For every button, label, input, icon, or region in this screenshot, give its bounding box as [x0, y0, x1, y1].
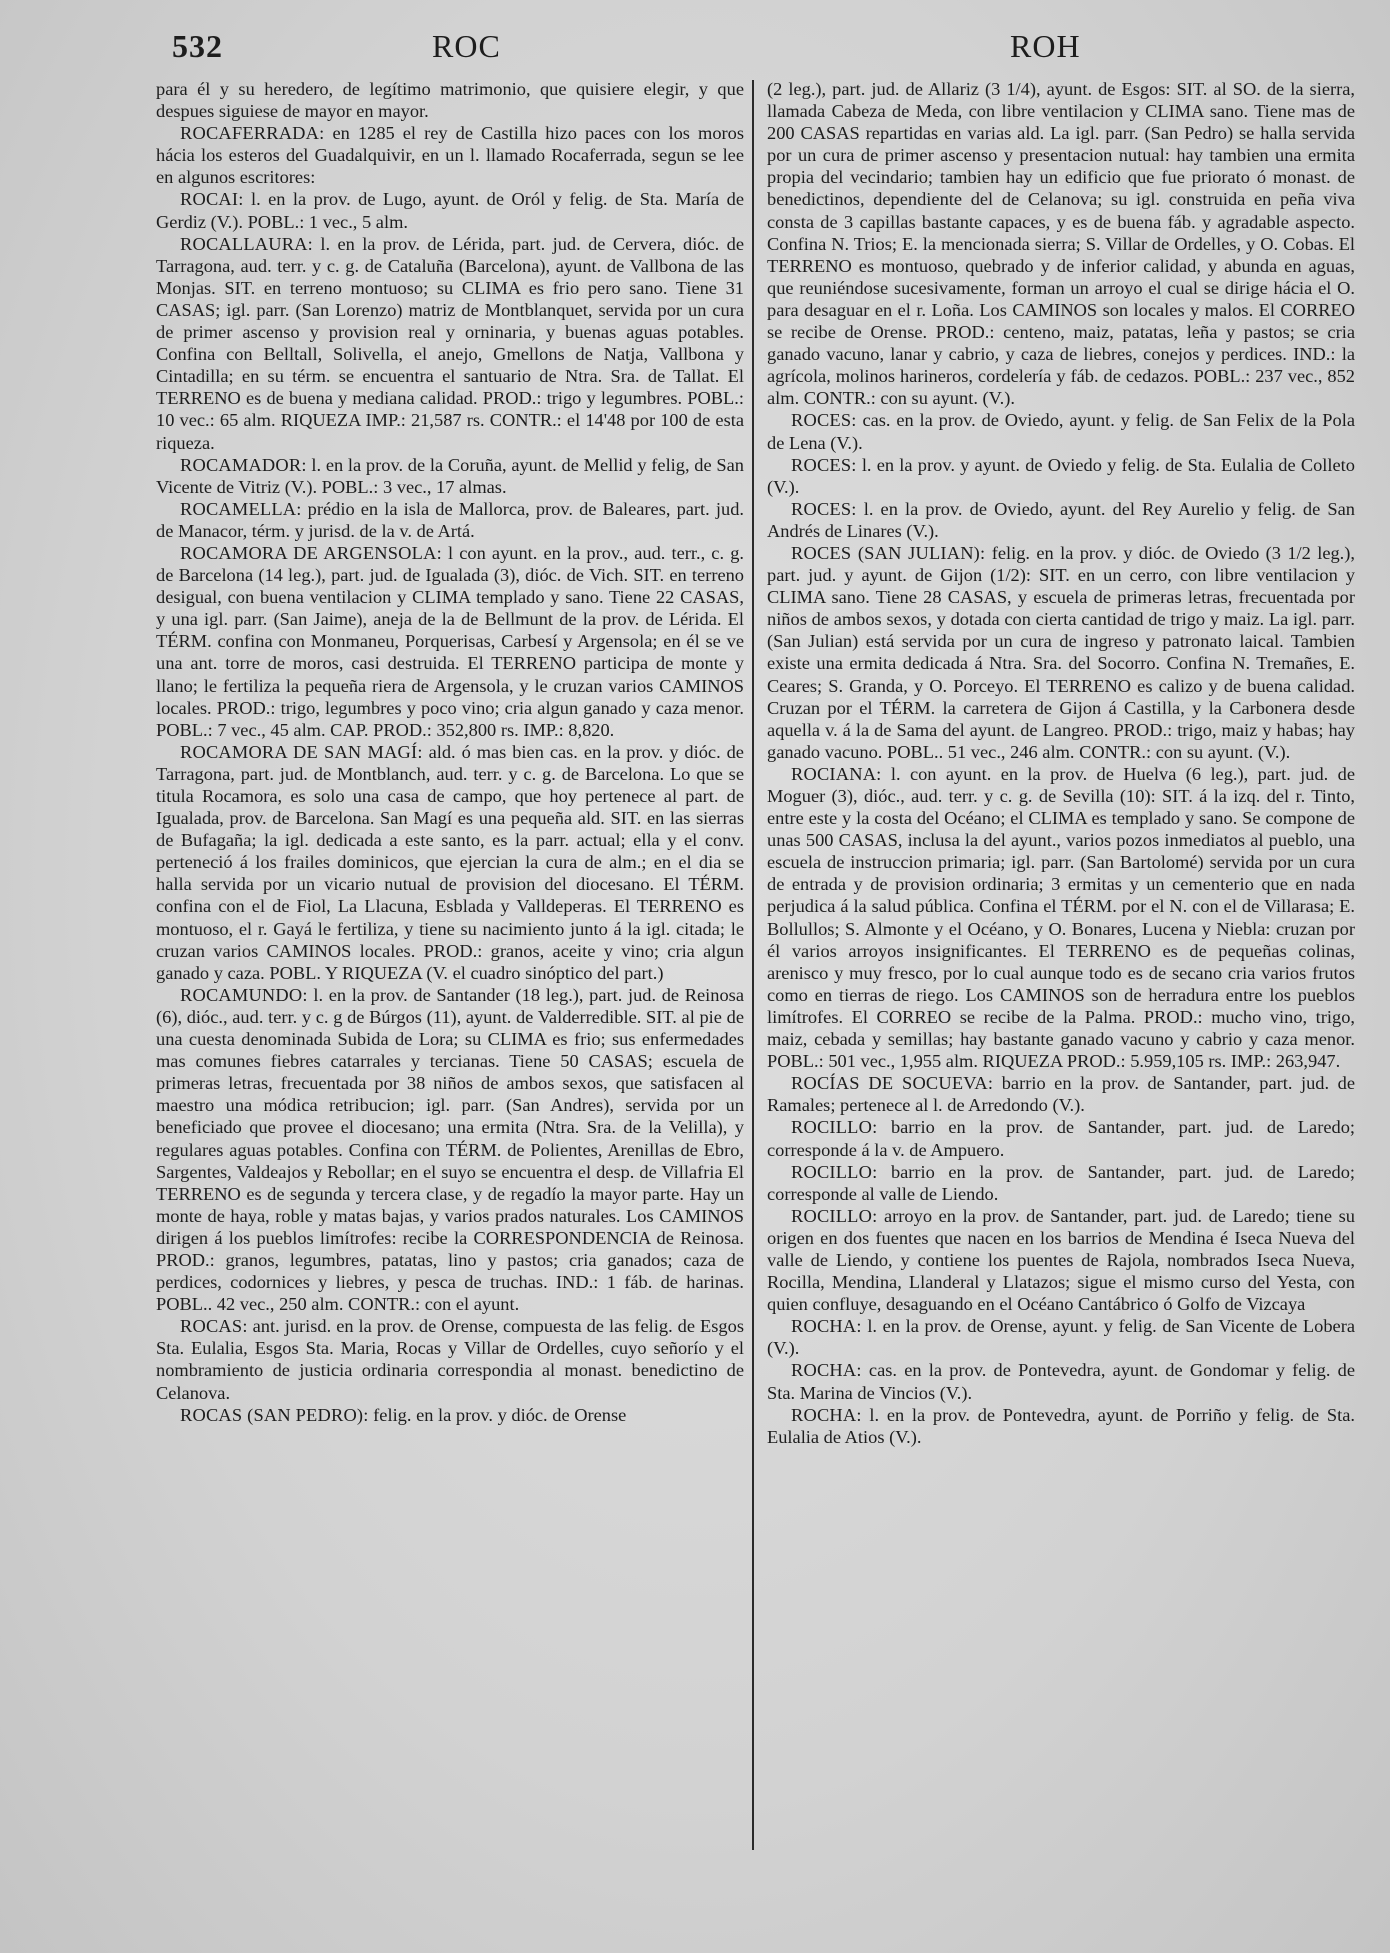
right-column	[767, 78, 1355, 1448]
entry-text: ald. ó mas bien cas. en la prov. y dióc. de Tarragona, part. jud. de Montblanch, aud. terr. y c. g. de Barcelona. Lo que se titula Rocamora, es solo una casa de campo, que hoy pertenece al part. de Igualada, prov. de Barcelona. San Magí es una pequeña ald. SIT. en las sierras de Bufagaña; la igl. dedicada a este santo, es la parr. actual; ella y el conv. perteneció á los frailes dominicos, que ejercian la cura de alm.; en el dia se halla servida por un vicario nutual de provision del diocesano. El TÉRM. confina con el de Fiol, La Llacuna, Esblada y Valldeperas. El TERRENO es montuoso, el r. Gayá le fertiliza, y tiene su nacimiento junto á la igl. citada; le cruzan varios CAMINOS locales. PROD.: granos, aceite y vino; cria algun ganado y caza. POBL. Y RIQUEZA (V. el cuadro sinóptico del part.)	[156, 741, 744, 983]
dictionary-entry	[767, 78, 1355, 409]
entry-headword: ROCIANA:	[791, 763, 882, 784]
entry-text: l. en la prov. y ayunt. de Oviedo y felig. de Sta. Eulalia de Colleto (V.).	[767, 454, 1355, 497]
entry-text: l. en la prov. de Lérida, part. jud. de Cervera, dióc. de Tarragona, aud. terr. y c. g. de Cataluña (Barcelona), ayunt. de Vallbona de las Monjas. SIT. en terreno montuoso; su CLIMA es frio pero sano. Tiene 31 CASAS; igl. parr. (San Lorenzo) matriz de Montblanquet, servida por un cura de primer ascenso y provision real y orninaria, y buenas aguas potables. Confina con Belltall, Solivella, el anejo, Gmellons de Natja, Vallbona y Cintadilla; en su térm. se encuentra el santuario de Ntra. Sra. de Tallat. El TERRENO es de buena y mediana calidad. PROD.: trigo y legumbres. POBL.: 10 vec.: 65 alm. RIQUEZA IMP.: 21,587 rs. CONTR.: el 14'48 por 100 de esta riqueza.	[156, 233, 744, 453]
entry-headword: ROCAFERRADA:	[180, 123, 325, 144]
entry-headword: ROCAMADOR:	[180, 454, 307, 475]
dictionary-entry	[156, 122, 744, 188]
entry-headword: ROCHA:	[791, 1360, 862, 1381]
entry-text: prédio en la isla de Mallorca, prov. de Baleares, part. jud. de Manacor, térm. y jurisd. de la v. de Artá.	[156, 498, 744, 541]
entry-headword: ROCAMORA DE ARGENSOLA:	[180, 542, 442, 563]
dictionary-entry	[767, 1205, 1355, 1315]
entry-headword: ROCAMELLA:	[180, 498, 302, 519]
entry-text: l. con ayunt. en la prov. de Huelva (6 leg.), part. jud. de Moguer (3), dióc., aud. terr. y c. g. de Sevilla (10): SIT. á la izq. del r. Tinto, entre este y la costa del Océano; el CLIMA es templado y sano. Se compone de unas 500 CASAS, inclusa la del ayunt., varios pozos inmediatos al pueblo, una escuela de instruccion primaria; igl. parr. (San Bartolomé) servida por un cura de entrada y de provision ordinaria; 3 ermitas y un cementerio que en nada perjudica á la salud pública. Confina el TÉRM. por el N. con el de Villarasa; E. Bollullos; S. Almonte y el Océano, y O. Bonares, Lucena y Niebla: cruzan por él varios arroyos insignificantes. El TERRENO es de pequeñas colinas, arenisco y muy fresco, por lo cual aunque todo es de secano cria varios frutos como en tierras de riego. Los CAMINOS son de herradura entre los pueblos limítrofes. El CORREO se recibe de la Palma. PROD.: mucho vino, trigo, maiz, cebada y semillas; hay bastante ganado vacuno y cabrio y caza menor. POBL.: 501 vec., 1,955 alm. RIQUEZA PROD.: 5.959,105 rs. IMP.: 263,947.	[767, 763, 1355, 1072]
dictionary-entry	[767, 409, 1355, 453]
dictionary-entry	[767, 1404, 1355, 1448]
dictionary-entry	[156, 498, 744, 542]
entry-text: arroyo en la prov. de Santander, part. jud. de Laredo; tiene su origen en dos fuentes que nacen en los barrios de Mendina é Iseca Nueva del valle de Liendo, y contiene los puentes de Rajola, nombrados Iseca Nueva, Rocilla, Mendina, Llanderal y Llatazos; sigue el mismo curso del Yesta, con quien confluye, desaguando en el Océano Cantábrico ó Golfo de Vizcaya	[767, 1205, 1355, 1315]
dictionary-entry	[156, 188, 744, 232]
entry-text: en 1285 el rey de Castilla hizo paces con los moros hácia los esteros del Guadalquivir, en un l. llamado Rocaferrada, segun se lee en algunos escritores:	[156, 123, 744, 188]
entry-headword: ROCHA:	[791, 1404, 862, 1425]
entry-text: felig. en la prov. y dióc. de Orense	[373, 1404, 627, 1425]
entry-headword: ROCAS (SAN PEDRO):	[180, 1404, 369, 1425]
page-number: 532	[172, 28, 223, 64]
page-header	[0, 28, 1390, 78]
entry-headword: ROCÍAS DE SOCUEVA:	[791, 1073, 994, 1094]
column-divider	[752, 80, 754, 1850]
entry-text: l. en la prov. de Pontevedra, ayunt. de Porriño y felig. de Sta. Eulalia de Atios (V.).	[767, 1404, 1355, 1447]
dictionary-entry	[767, 763, 1355, 1072]
dictionary-entry	[767, 1116, 1355, 1160]
right-running-head: ROH	[1010, 28, 1081, 64]
entry-headword: ROCILLO:	[791, 1117, 878, 1138]
entry-headword: ROCES:	[791, 454, 857, 475]
entry-text: felig. en la prov. y dióc. de Oviedo (3 1/2 leg.), part. jud. y ayunt. de Gijon (1/2): SIT. en un cerro, con libre ventilacion y CLIMA sano. Tiene 28 CASAS, y escuela de primeras letras, frecuentada por niños de ambos sexos, y dotada con cierta cantidad de trigo y maiz. La igl. parr. (San Julian) está servida por un cura de ingreso y patronato laical. Tambien existe una ermita dedicada á Ntra. Sra. del Socorro. Confina N. Tremañes, E. Ceares; S. Granda, y O. Porceyo. El TERRENO es calizo y de buena calidad. Cruzan por el TÉRM. la carretera de Gijon á Castilla, y la Carbonera desde aquella v. á la de Sama del ayunt. de Langreo. PROD.: trigo, maiz y habas; hay ganado vacuno. POBL.. 51 vec., 246 alm. CONTR.: con su ayunt. (V.).	[767, 542, 1355, 762]
left-column	[156, 78, 744, 1426]
dictionary-entry	[156, 454, 744, 498]
entry-text: l. en la prov. de Oviedo, ayunt. del Rey Aurelio y felig. de San Andrés de Linares (V.).	[767, 498, 1355, 541]
entry-headword: ROCES (SAN JULIAN):	[791, 542, 986, 563]
dictionary-entry	[767, 1072, 1355, 1116]
entry-headword: ROCAMUNDO:	[180, 984, 308, 1005]
left-running-head: ROC	[432, 28, 501, 64]
entry-headword: ROCAI:	[180, 189, 244, 210]
entry-text: ant. jurisd. en la prov. de Orense, compuesta de las felig. de Esgos Sta. Eulalia, Esgos Sta. Maria, Rocas y Villar de Ordelles, cuyo señorío y el nombramiento de justicia ordinaria correspondia al monast. benedictino de Celanova.	[156, 1316, 744, 1403]
dictionary-entry	[156, 741, 744, 984]
entry-headword: ROCILLO:	[791, 1205, 878, 1226]
entry-text: l. en la prov. de Santander (18 leg.), part. jud. de Reinosa (6), dióc., aud. terr. y c. g de Búrgos (11), ayunt. de Valderredible. SIT. al pie de una cuesta denominada Subida de Lora; su CLIMA es frio; sus enfermedades mas comunes fiebres catarrales y tercianas. Tiene 50 CASAS; escuela de primeras letras, frecuentada por 38 niños de ambos sexos, que satisfacen al maestro una módica retribucion; igl. parr. (San Andres), servida por un beneficiado que provee el diocesano; una ermita (Ntra. Sra. de la Velilla), y regulares aguas potables. Confina con TÉRM. de Polientes, Arenillas de Ebro, Sargentes, Valdeajos y Rebollar; en el suyo se encuentra el desp. de Villafria El TERRENO es de segunda y tercera clase, y de regadío la mayor parte. Hay un monte de haya, roble y matas bajas, y varios prados naturales. Los CAMINOS dirigen á los pueblos limítrofes: recibe la CORRESPONDENCIA de Reinosa. PROD.: granos, legumbres, patatas, lino y pastos; cria ganados; caza de perdices, codornices y liebres, y pesca de truchas. IND.: 1 fáb. de harinas. POBL.. 42 vec., 250 alm. CONTR.: con el ayunt.	[156, 984, 744, 1315]
entry-text: cas. en la prov. de Oviedo, ayunt. y felig. de San Felix de la Pola de Lena (V.).	[767, 410, 1355, 453]
dictionary-entry	[767, 542, 1355, 763]
entry-headword: ROCILLO:	[791, 1161, 878, 1182]
dictionary-entry	[156, 1315, 744, 1403]
entry-headword: ROCAMORA DE SAN MAGÍ:	[180, 741, 423, 762]
entry-headword: ROCES:	[791, 498, 857, 519]
entry-text: barrio en la prov. de Santander, part. jud. de Laredo; corresponde al valle de Liendo.	[767, 1161, 1355, 1204]
dictionary-entry	[767, 1315, 1355, 1359]
dictionary-entry	[767, 1161, 1355, 1205]
dictionary-entry	[767, 1359, 1355, 1403]
dictionary-entry	[767, 454, 1355, 498]
entry-headword: ROCHA:	[791, 1316, 862, 1337]
entry-text: barrio en la prov. de Santander, part. jud. de Laredo; corresponde á la v. de Ampuero.	[767, 1117, 1355, 1160]
dictionary-entry	[156, 1404, 744, 1426]
dictionary-entry	[156, 78, 744, 122]
dictionary-entry	[156, 984, 744, 1315]
dictionary-entry	[156, 233, 744, 454]
entry-text: cas. en la prov. de Pontevedra, ayunt. de Gondomar y felig. de Sta. Marina de Vincios (V.).	[767, 1360, 1355, 1403]
entry-headword: ROCAS:	[180, 1316, 248, 1337]
entry-text: l. en la prov. de Orense, ayunt. y felig. de San Vicente de Lobera (V.).	[767, 1316, 1355, 1359]
entry-text: l. en la prov. de la Coruña, ayunt. de Mellid y felig, de San Vicente de Vitriz (V.). POBL.: 3 vec., 17 almas.	[156, 454, 744, 497]
entry-text: para él y su heredero, de legítimo matrimonio, que quisiere elegir, y que despues siguiese de mayor en mayor.	[156, 79, 744, 122]
entry-text: l. en la prov. de Lugo, ayunt. de Oról y felig. de Sta. María de Gerdiz (V.). POBL.: 1 vec., 5 alm.	[156, 189, 744, 232]
entry-headword: ROCALLAURA:	[180, 233, 313, 254]
dictionary-entry	[767, 498, 1355, 542]
dictionary-entry	[156, 542, 744, 741]
entry-text: (2 leg.), part. jud. de Allariz (3 1/4), ayunt. de Esgos: SIT. al SO. de la sierra, llamada Cabeza de Meda, con libre ventilacion y CLIMA sano. Tiene mas de 200 CASAS repartidas en varias ald. La igl. parr. (San Pedro) se halla servida por un cura de primer ascenso y presentacion nutual: hay tambien una ermita propia del vecindario; tambien hay un edificio que fue priorato ó monast. de benedictinos, dependiente del de Celanova; su igl. construida en peña viva consta de 3 capillas bastante capaces, y es de buena fáb. y agradable aspecto. Confina N. Trios; E. la mencionada sierra; S. Villar de Ordelles, y O. Cobas. El TERRENO es montuoso, quebrado y de inferior calidad, y abunda en aguas, que reuniéndose sucesivamente, forman un arroyo el cual se dirige hácia el O. para desaguar en el r. Loña. Los CAMINOS son locales y malos. El CORREO se recibe de Orense. PROD.: centeno, maiz, patatas, leña y pastos; se cria ganado vacuno, lanar y cabrio, y caza de liebres, conejos y perdices. IND.: la agrícola, molinos harineros, cordelería y fáb. de cedazos. POBL.: 237 vec., 852 alm. CONTR.: con su ayunt. (V.).	[767, 79, 1355, 409]
entry-text: barrio en la prov. de Santander, part. jud. de Ramales; pertenece al l. de Arredondo (V.).	[767, 1073, 1355, 1116]
entry-text: l con ayunt. en la prov., aud. terr., c. g. de Barcelona (14 leg.), part. jud. de Igualada (3), dióc. de Vich. SIT. en terreno desigual, con buena ventilacion y CLIMA templado y sano. Tiene 22 CASAS, y una igl. parr. (San Jaime), aneja de la de Bellmunt de la prov. de Lérida. El TÉRM. confina con Monmaneu, Porquerisas, Carbesí y Argensola; en él se ve una ant. torre de moros, casi destruida. El TERRENO participa de monte y llano; le fertiliza la pequeña riera de Argensola, y le cruzan varios CAMINOS locales. PROD.: trigo, legumbres y poco vino; cria algun ganado y caza menor. POBL.: 7 vec., 45 alm. CAP. PROD.: 352,800 rs. IMP.: 8,820.	[156, 542, 744, 740]
entry-headword: ROCES:	[791, 410, 857, 431]
